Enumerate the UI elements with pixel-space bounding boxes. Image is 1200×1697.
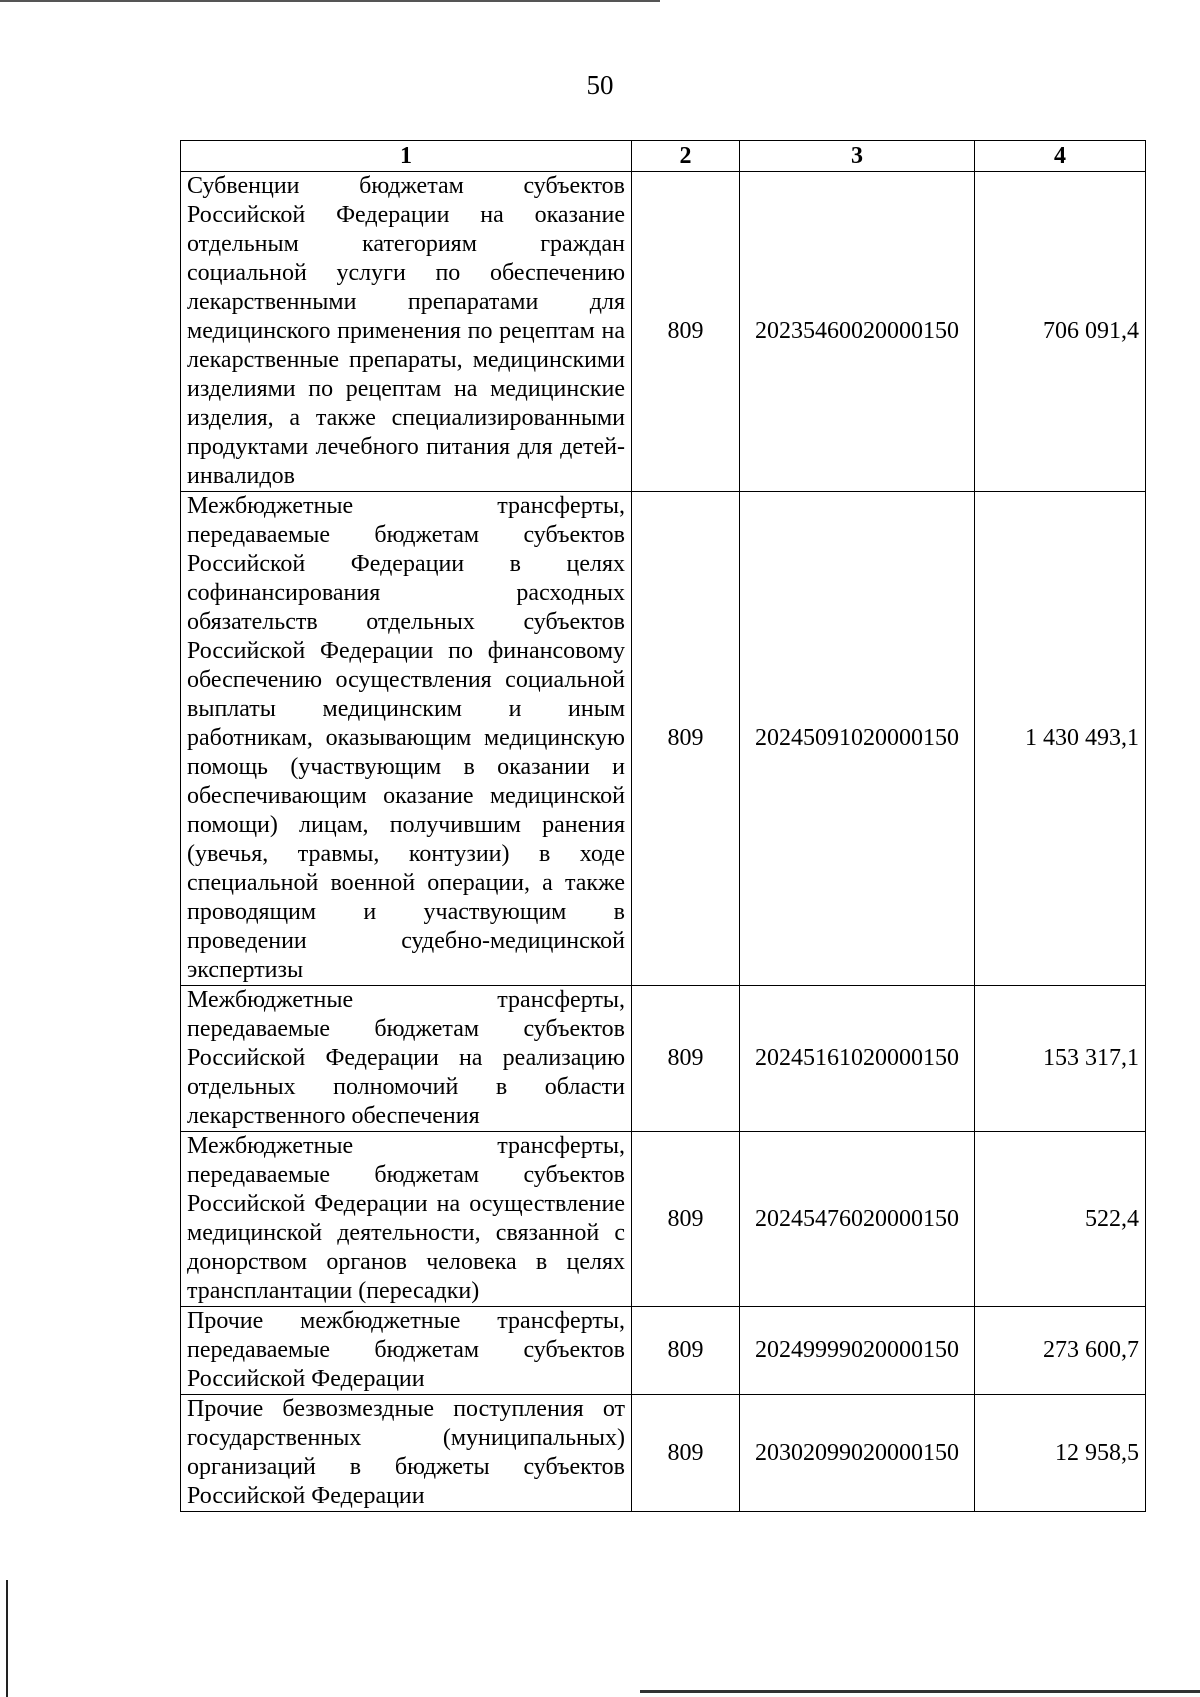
table-row	[181, 1395, 1146, 1512]
admin-code: 809	[632, 1395, 740, 1512]
amount: 153 317,1	[975, 986, 1146, 1132]
budget-classification-code: 20245091020000150	[740, 492, 975, 986]
revenue-name: Межбюджетные трансферты, передаваемые бюджетам субъектов Российской Федерации на осуществление медицинской деятельности, связанной с донорством органов человека в целях трансплантации (пересадки)	[181, 1132, 632, 1307]
amount: 522,4	[975, 1132, 1146, 1307]
amount: 12 958,5	[975, 1395, 1146, 1512]
scan-edge-bottom	[640, 1690, 1200, 1693]
table-row	[181, 172, 1146, 492]
admin-code: 809	[632, 492, 740, 986]
amount: 706 091,4	[975, 172, 1146, 492]
budget-classification-code: 20245476020000150	[740, 1132, 975, 1307]
table-row	[181, 986, 1146, 1132]
column-header-3: 3	[740, 141, 975, 172]
revenue-name: Прочие безвозмездные поступления от государственных (муниципальных) организаций в бюджеты субъектов Российской Федерации	[181, 1395, 632, 1512]
revenue-name: Межбюджетные трансферты, передаваемые бюджетам субъектов Российской Федерации на реализацию отдельных полномочий в области лекарственного обеспечения	[181, 986, 632, 1132]
table-row	[181, 1307, 1146, 1395]
column-header-1: 1	[181, 141, 632, 172]
amount: 1 430 493,1	[975, 492, 1146, 986]
budget-table	[180, 140, 1146, 1512]
page-number: 50	[586, 70, 614, 100]
budget-classification-code: 20235460020000150	[740, 172, 975, 492]
budget-classification-code: 20302099020000150	[740, 1395, 975, 1512]
budget-classification-code: 20245161020000150	[740, 986, 975, 1132]
revenue-name: Субвенции бюджетам субъектов Российской Федерации на оказание отдельным категориям граждан социальной услуги по обеспечению лекарственными препаратами для медицинского применения по рецептам на лекарственные препараты, медицинскими изделиями по рецептам на медицинские изделия, а также специализированными продуктами лечебного питания для детей-инвалидов	[181, 172, 632, 492]
revenue-name: Прочие межбюджетные трансферты, передаваемые бюджетам субъектов Российской Федерации	[181, 1307, 632, 1395]
admin-code: 809	[632, 1132, 740, 1307]
revenue-name: Межбюджетные трансферты, передаваемые бюджетам субъектов Российской Федерации в целях софинансирования расходных обязательств отдельных субъектов Российской Федерации по финансовому обеспечению осуществления социальной выплаты медицинским и иным работникам, оказывающим медицинскую помощь (участвующим в оказании и обеспечивающим оказание медицинской помощи) лицам, получившим ранения (увечья, травмы, контузии) в ходе специальной военной операции, а также проводящим и участвующим в проведении судебно-медицинской экспертизы	[181, 492, 632, 986]
table-row	[181, 492, 1146, 986]
scan-edge-left	[6, 1580, 8, 1697]
table-row	[181, 1132, 1146, 1307]
budget-classification-code: 20249999020000150	[740, 1307, 975, 1395]
admin-code: 809	[632, 1307, 740, 1395]
amount: 273 600,7	[975, 1307, 1146, 1395]
column-header-4: 4	[975, 141, 1146, 172]
table-header-row	[181, 141, 1146, 172]
admin-code: 809	[632, 172, 740, 492]
column-header-2: 2	[632, 141, 740, 172]
admin-code: 809	[632, 986, 740, 1132]
scan-edge-top	[0, 0, 660, 2]
